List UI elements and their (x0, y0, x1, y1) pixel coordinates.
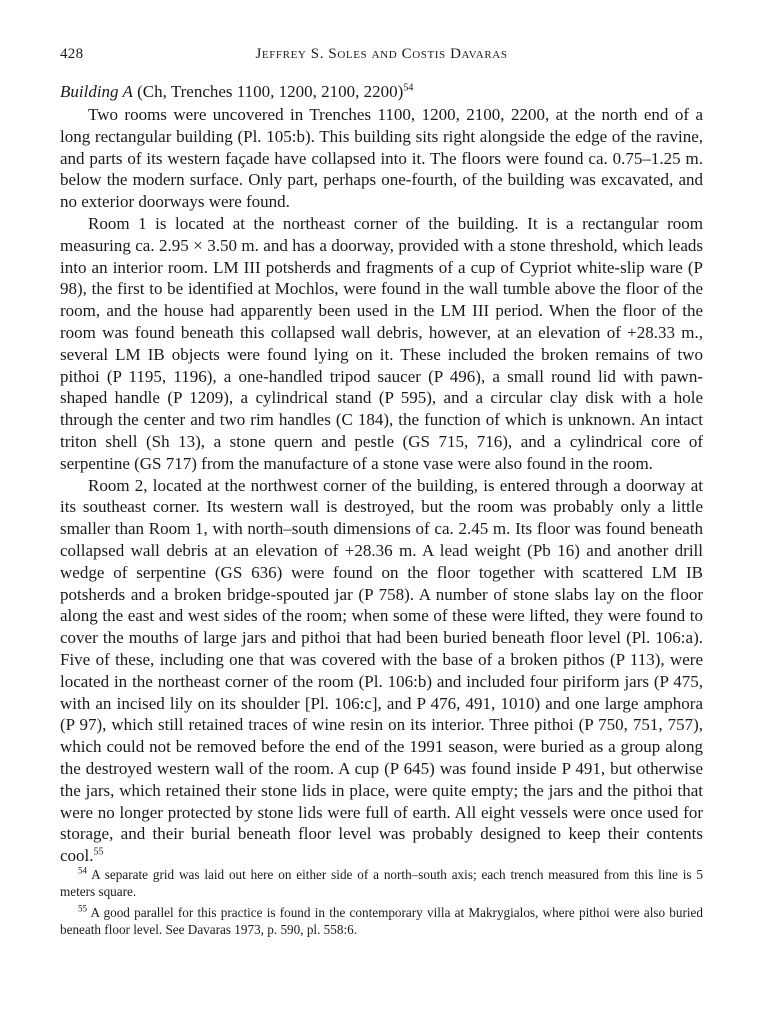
paragraph: Room 1 is located at the northeast corner of the building. It is a rectangular room measuring ca. 2.95 × 3.50 m. and has a doorway, provided with a stone threshold, which leads into an interior room. LM III potsherds and fragments of a cup of Cypriot white-slip ware (P 98), the first to be identified at Mochlos, were found in the wall tumble above the floor of the room, and the house had apparently been used in the LM III period. When the floor of the room was found beneath this collapsed wall debris, however, at an elevation of +28.33 m., several LM IB objects were found lying on it. These included the broken remains of two pithoi (P 1195, 1196), a one-handled tripod saucer (P 496), a small round lid with pawn-shaped handle (P 1209), a cylindrical stand (P 595), and a circular clay disk with a hole through the center and two rim handles (C 184), the function of which is unknown. An intact triton shell (Sh 13), a stone quern and pestle (GS 715, 716), and a cylindrical core of serpentine (GS 717) from the manufacture of a stone vase were also found in the room. (60, 213, 703, 473)
section-heading-building: Building A (60, 82, 133, 101)
paragraph (60, 475, 703, 867)
section-heading (60, 82, 703, 102)
footnote-54 (60, 866, 703, 900)
footnote-ref-54: 54 (403, 82, 414, 94)
footnote-number: 55 (78, 903, 87, 914)
footnote-55 (60, 904, 703, 938)
page (60, 46, 703, 867)
footnotes (60, 866, 703, 942)
footnote-text: A separate grid was laid out here on either side of a north–south axis; each trench measured from this line is 5 meters square. (60, 867, 703, 899)
body-text (60, 104, 703, 867)
running-head-authors: Jeffrey S. Soles and Costis Davaras (255, 46, 508, 62)
footnote-text: A good parallel for this practice is found in the contemporary villa at Makrygialos, where pithoi were also buried beneath floor level. See Davaras 1973, p. 590, pl. 558:6. (60, 905, 703, 937)
section-heading-trenches: (Ch, Trenches 1100, 1200, 2100, 2200) (132, 82, 404, 101)
running-head (60, 46, 703, 68)
footnote-ref-55: 55 (93, 846, 104, 858)
paragraph: Two rooms were uncovered in Trenches 1100, 1200, 2100, 2200, at the north end of a long rectangular building (Pl. 105:b). This building sits right alongside the edge of the ravine, and parts of its western façade have collapsed into it. The floors were found ca. 0.75–1.25 m. below the modern surface. Only part, perhaps one-fourth, of the building was excavated, and no exterior doorways were found. (60, 105, 703, 212)
footnote-number: 54 (78, 865, 87, 876)
page-number: 428 (60, 46, 84, 62)
paragraph-text: Room 2, located at the northwest corner of the building, is entered through a doorway at its southeast corner. Its western wall is destroyed, but the room was probably only a little smaller than Room 1, with north–south dimensions of ca. 2.45 m. Its floor was found beneath collapsed wall debris at an elevation of +28.36 m. A lead weight (Pb 16) and another drill wedge of serpentine (GS 636) were found on the floor together with scattered LM IB potsherds and a broken bridge-spouted jar (P 758). A number of stone slabs lay on the floor along the east and west sides of the room; when some of these were lifted, they were found to cover the mouths of large jars and pithoi that had been buried beneath floor level (Pl. 106:a). Five of these, including one that was covered with the base of a broken pithos (P 113), were located in the northeast corner of the room (Pl. 106:b) and included four piriform jars (P 475, with an incised lily on its shoulder [Pl. 106:c], and P 476, 491, 1010) and one large amphora (P 97), which still retained traces of wine resin on its interior. Three pithoi (P 750, 751, 757), which could not be removed before the end of the 1991 season, were buried as a group along the destroyed western wall of the room. A cup (P 645) was found inside P 491, but otherwise the jars, which retained their stone lids in place, were quite empty; the jars and the pithoi that were no longer protected by stone lids were full of earth. All eight vessels were once used for storage, and their burial beneath floor level was probably designed to keep their contents cool. (60, 475, 703, 866)
